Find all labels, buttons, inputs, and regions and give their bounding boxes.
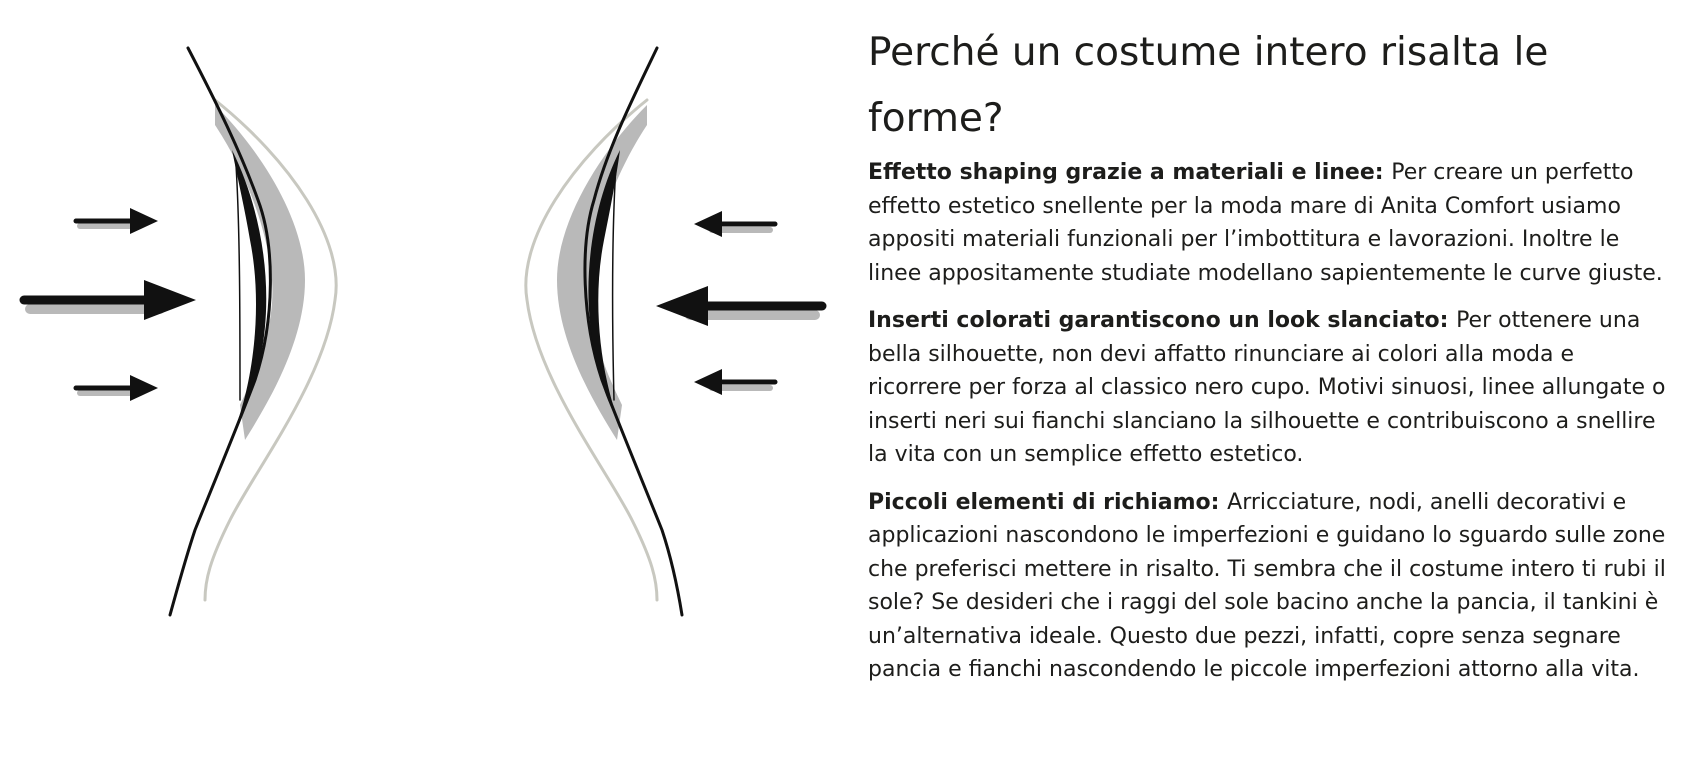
section-shaping [868,156,1668,290]
left-body-contour [170,48,336,615]
left-arrows [24,208,196,401]
right-inner-line [613,165,616,400]
right-arrows [656,211,822,395]
section-colored-inserts-heading: Inserti colorati garantiscono un look slanciato: [868,308,1457,333]
right-body-contour [526,48,682,615]
right-shadow [557,105,647,440]
arrow-right-icon [24,280,196,320]
section-colored-inserts [868,304,1668,472]
section-details-heading: Piccoli elementi di richiamo: [868,489,1228,515]
arrow-left-icon [694,211,775,237]
arrow-left-icon [656,286,822,326]
arrow-right-icon [76,208,158,234]
arrow-left-icon [694,369,775,395]
section-shaping-body: Per creare un perfetto effetto estetico snellente per la moda mare di Anita Comfort usiamo appositi materiali funzionali per l’imbottitura e lavorazioni. Inoltre le linee appositamente studiate modellano sapientemente le curve giuste. [868,160,1663,286]
article-title: Perché un costume intero risalta le forme? [868,30,1549,141]
article-content [868,20,1668,701]
section-details-body: Arricciature, nodi, anelli decorativi e applicazioni nascondono le imperfezioni e guidano lo sguardo sulle zone che preferisci mettere in risalto. Ti sembra che il costume intero ti rubi il sole? Se desideri che i raggi del sole bacino anche la pancia, il tankini è un’alternativa ideale. Questo due pezzi, infatti, copre senza segnare pancia e fianchi nascondendo le piccole imperfezioni attorno alla vita. [868,489,1666,682]
arrow-right-icon [76,375,158,401]
section-details [868,486,1668,687]
left-inner-line [236,165,240,400]
section-colored-inserts-body: Per ottenere una bella silhouette, non devi affatto rinunciare ai colori alla moda e ricorrere per forza al classico nero cupo. Motivi sinuosi, linee allungate o inserti neri sui fianchi slanciano la silhouette e contribuiscono a snellire la vita con un semplice effetto estetico. [868,308,1666,467]
section-shaping-heading: Effetto shaping grazie a materiali e linee: [868,160,1392,185]
